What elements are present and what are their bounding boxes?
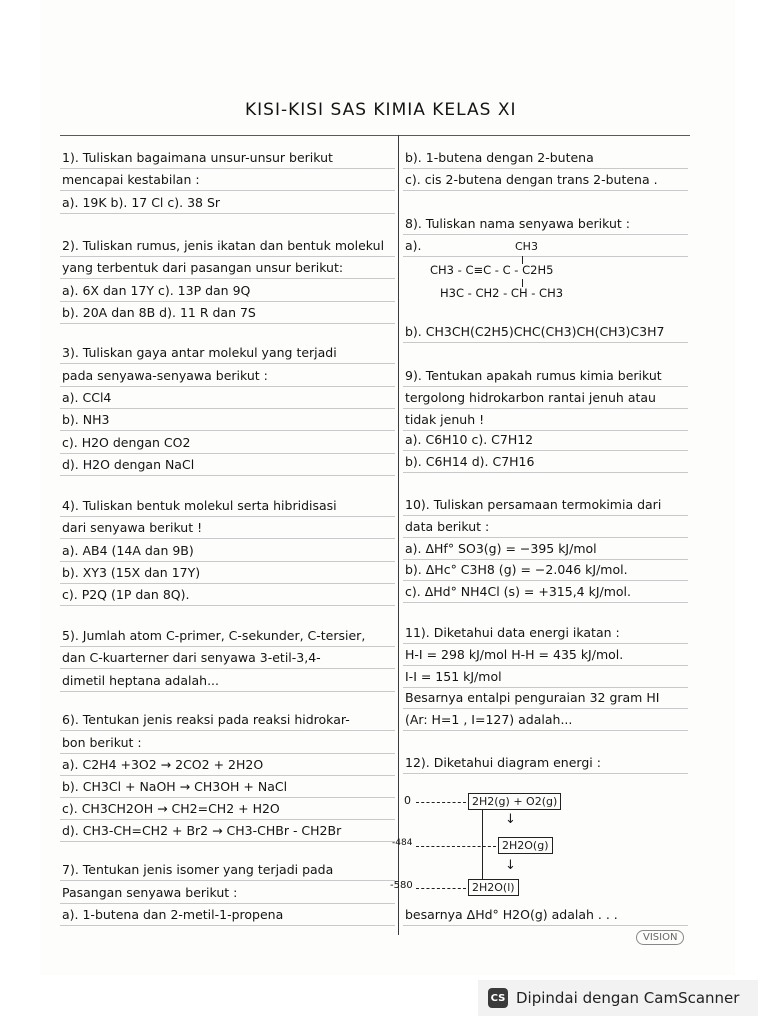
ruled-line [403,386,688,387]
right-line: (Ar: H=1 , I=127) adalah... [405,712,573,727]
ruled-line [60,730,395,731]
right-line: b). ΔHc° C3H8 (g) = −2.046 kJ/mol. [405,562,628,577]
left-line: 6). Tentukan jenis reaksi pada reaksi hidrokar- [62,712,350,727]
ruled-line [60,430,395,431]
right-line: data berikut : [405,519,490,534]
left-line: dan C-kuarterner dari senyawa 3-etil-3,4- [62,650,321,665]
ruled-line [60,646,395,647]
right-line: I-I = 151 kJ/mol [405,669,502,684]
diagram-arrow-2: ↓ [505,858,516,873]
left-line: 4). Tuliskan bentuk molekul serta hibridisasi [62,498,337,513]
ruled-line [403,643,688,644]
ruled-line [60,925,395,926]
left-line: 2). Tuliskan rumus, jenis ikatan dan bentuk molekul [62,238,385,253]
diagram-level-2: -580 [390,880,413,891]
ruled-line [403,430,688,431]
ruled-line [403,450,688,451]
ruled-line [60,605,395,606]
ruled-line [403,730,688,731]
left-line: 3). Tuliskan gaya antar molekul yang terjadi [62,345,337,360]
ruled-line [60,323,395,324]
ruled-line [403,559,688,560]
left-line: b). NH3 [62,412,110,427]
left-line: a). C2H4 +3O2 → 2CO2 + 2H2O [62,757,264,772]
right-line: tidak jenuh ! [405,412,485,427]
left-line: d). H2O dengan NaCl [62,457,195,472]
right-line: 11). Diketahui data energi ikatan : [405,625,620,640]
ruled-line [60,363,395,364]
right-line: 12). Diketahui diagram energi : [405,755,601,770]
ruled-line [60,453,395,454]
ruled-line [60,278,395,279]
ruled-line [60,301,395,302]
left-line: dari senyawa berikut ! [62,520,203,535]
structure-top-ch3: CH3 [515,240,538,253]
right-line: tergolong hidrokarbon rantai jenuh atau [405,390,656,405]
left-line: 7). Tentukan jenis isomer yang terjadi pada [62,862,334,877]
ruled-line [60,408,395,409]
left-line: a). CCl4 [62,390,112,405]
right-line: H-I = 298 kJ/mol H-H = 435 kJ/mol. [405,647,624,662]
diagram-line-2 [416,888,466,889]
diagram-level-0: 0 [404,794,411,807]
ruled-line [403,773,688,774]
ruled-line [60,213,395,214]
ruled-line [403,472,688,473]
left-line: b). XY3 (15X dan 17Y) [62,565,201,580]
diagram-line-1 [416,846,496,847]
ruled-line [60,168,395,169]
ruled-line [403,234,688,235]
ruled-line [60,668,395,669]
ruled-line [60,583,395,584]
ruled-line [403,602,688,603]
right-line: b). 1-butena dengan 2-butena [405,150,594,165]
title-underline [60,135,690,136]
ruled-line [403,408,688,409]
camscanner-icon: CS [488,988,508,1008]
ruled-line [60,561,395,562]
right-line: c). cis 2-butena dengan trans 2-butena . [405,172,658,187]
ruled-line [60,797,395,798]
ruled-line [403,925,688,926]
ruled-line [403,168,688,169]
diagram-level-1: -484 [392,838,413,848]
ruled-line [60,880,395,881]
ruled-line [403,665,688,666]
ruled-line [403,537,688,538]
ruled-line [60,386,395,387]
column-divider [398,135,399,935]
ruled-line [60,538,395,539]
left-line: a). 1-butena dan 2-metil-1-propena [62,907,284,922]
ruled-line [403,687,688,688]
structure-main-chain: CH3 - C≡C - C - C2H5 [430,263,554,277]
left-line: 1). Tuliskan bagaimana unsur-unsur berikut [62,150,333,165]
ruled-line [403,256,688,257]
left-line: c). CH3CH2OH → CH2=CH2 + H2O [62,801,280,816]
ruled-line [60,841,395,842]
left-line: b). 20A dan 8B d). 11 R dan 7S [62,305,256,320]
left-line: mencapai kestabilan : [62,172,200,187]
camscanner-label: Dipindai dengan CamScanner [516,989,740,1007]
ruled-line [403,580,688,581]
diagram-box-bottom: 2H2O(l) [468,879,519,896]
left-line: b). CH3Cl + NaOH → CH3OH + NaCl [62,779,288,794]
page-title: KISI-KISI SAS KIMIA KELAS XI [245,100,517,120]
ruled-line [60,190,395,191]
left-line: 5). Jumlah atom C-primer, C-sekunder, C-tersier, [62,628,366,643]
left-line: c). H2O dengan CO2 [62,435,191,450]
ruled-line [60,475,395,476]
right-line: a). [405,238,422,253]
ruled-line [403,515,688,516]
ruled-line [403,708,688,709]
left-line: d). CH3-CH=CH2 + Br2 → CH3-CHBr - CH2Br [62,823,342,838]
right-line: a). ΔHf° SO3(g) = −395 kJ/mol [405,541,597,556]
right-line: b). CH3CH(C2H5)CHC(CH3)CH(CH3)C3H7 [405,324,665,339]
right-line: besarnya ΔHd° H2O(g) adalah . . . [405,907,618,922]
diagram-box-mid: 2H2O(g) [498,837,553,854]
diagram-arrow-1: ↓ [505,812,516,827]
vision-stamp: VISION [636,930,684,945]
left-line: bon berikut : [62,735,142,750]
left-line: Pasangan senyawa berikut : [62,885,238,900]
ruled-line [403,342,688,343]
left-line: pada senyawa-senyawa berikut : [62,368,268,383]
ruled-line [403,190,688,191]
structure-bottom-chain: H3C - CH2 - CH - CH3 [440,286,564,300]
right-line: 9). Tentukan apakah rumus kimia berikut [405,368,662,383]
right-line: a). C6H10 c). C7H12 [405,432,534,447]
camscanner-watermark [478,980,758,1016]
ruled-line [60,691,395,692]
right-line: c). ΔHd° NH4Cl (s) = +315,4 kJ/mol. [405,584,632,599]
ruled-line [60,819,395,820]
right-line: Besarnya entalpi penguraian 32 gram HI [405,690,660,705]
right-line: 10). Tuliskan persamaan termokimia dari [405,497,662,512]
ruled-line [60,903,395,904]
ruled-line [60,256,395,257]
ruled-line [60,753,395,754]
left-line: a). 6X dan 17Y c). 13P dan 9Q [62,283,251,298]
left-line: yang terbentuk dari pasangan unsur berikut: [62,260,344,275]
ruled-line [60,775,395,776]
left-line: a). AB4 (14A dan 9B) [62,543,194,558]
diagram-vertical-axis [482,810,483,880]
right-line: 8). Tuliskan nama senyawa berikut : [405,216,630,231]
diagram-box-top: 2H2(g) + O2(g) [468,793,561,810]
ruled-line [60,516,395,517]
left-line: a). 19K b). 17 Cl c). 38 Sr [62,195,221,210]
diagram-line-0 [416,802,466,803]
right-line: b). C6H14 d). C7H16 [405,454,535,469]
left-line: c). P2Q (1P dan 8Q). [62,587,190,602]
left-line: dimetil heptana adalah... [62,673,219,688]
